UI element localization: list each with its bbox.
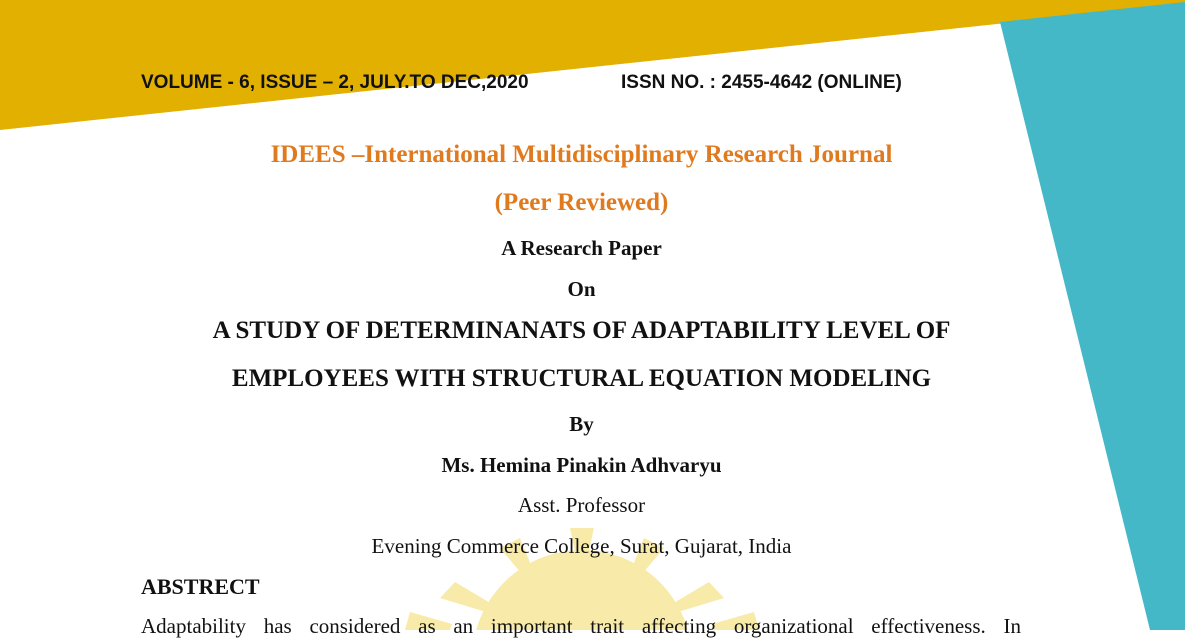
journal-name: IDEES –International Multidisciplinary Research Journal — [270, 141, 893, 168]
issn-header: ISSN NO. : 2455-4642 (ONLINE) — [621, 72, 902, 93]
abstract-first-line: Adaptability has considered as an important trait affecting organizational effectiveness. In — [141, 614, 1021, 638]
author-name: Ms. Hemina Pinakin Adhvaryu — [441, 453, 722, 477]
sun-watermark-ray — [440, 582, 492, 612]
volume-issue-header: VOLUME - 6, ISSUE – 2, JULY.TO DEC,2020 — [141, 72, 529, 93]
author-affiliation: Evening Commerce College, Surat, Gujarat, India — [371, 534, 792, 558]
paper-type-label: A Research Paper — [501, 236, 662, 260]
abstract-heading: ABSTRECT — [141, 574, 260, 599]
paper-title-line-1: A STUDY OF DETERMINANATS OF ADAPTABILITY LEVEL OF — [212, 317, 951, 344]
author-designation: Asst. Professor — [517, 493, 646, 517]
peer-reviewed-label: (Peer Reviewed) — [494, 189, 669, 216]
paper-on-label: On — [567, 277, 596, 301]
paper-by-label: By — [569, 412, 594, 436]
paper-title-line-2: EMPLOYEES WITH STRUCTURAL EQUATION MODELING — [231, 365, 932, 392]
sun-watermark-ray — [672, 582, 724, 612]
yellow-header-band — [0, 0, 1185, 130]
